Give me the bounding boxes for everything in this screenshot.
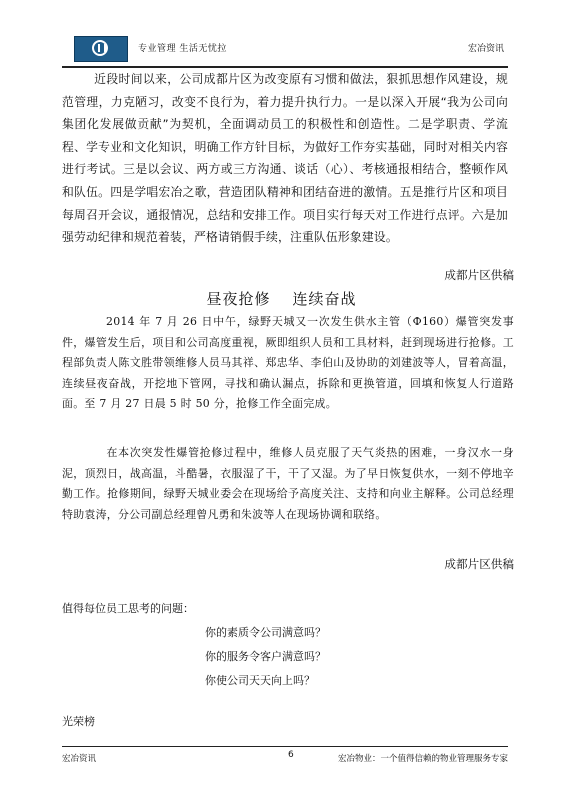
questions-intro: 值得每位员工思考的问题： xyxy=(62,602,194,615)
logo-emblem-icon xyxy=(92,40,108,56)
article2-paragraph2 xyxy=(62,443,514,525)
footer-left-text: 宏冶资讯 xyxy=(62,754,97,764)
page-footer xyxy=(62,746,508,764)
article1-source: 成都片区供稿 xyxy=(444,268,514,282)
company-logo xyxy=(74,36,128,62)
question-3: 你使公司天天向上吗？ xyxy=(205,674,315,687)
article2-text2: 在本次突发性爆管抢修过程中，维修人员克服了天气炎热的困难，一身汉水一身泥，顶烈日，战高温，斗酷暑，衣服湿了干，干了又湿。为了早日恢复供水，一刻不停地辛勤工作。抢修期间，绿野天城业委会在现场给予高度关注、支持和向业主解释。公司总经理特助袁涛，分公司副总经理曾凡勇和朱波等人在现场协调和联络。 xyxy=(62,446,514,521)
article1-text: 近段时间以来，公司成都片区为改变原有习惯和做法，狠抓思想作风建设，规范管理，力克陋习，改变不良行为，着力提升执行力。一是以深入开展“我为公司向集团化发展做贡献”为契机，全面调动员工的积极性和创造性。二是学职责、学流程、学专业和文化知识，明确工作方针目标，为做好工作夯实基础，同时对相关内容进行考试。三是以会议、两方或三方沟通、谈话（心）、考核通报相结合，整顿作风和队伍。四是学唱宏冶之歌，营造团队精神和团结奋进的激情。五是推行片区和项目每周召开会议，通报情况，总结和安排工作。项目实行每天对工作进行点评。六是加强劳动纪律和规范着装，严格请销假手续，注重队伍形象建设。 xyxy=(62,72,508,245)
footer-right-text: 宏冶物业：一个值得信赖的物业管理服务专家 xyxy=(337,754,508,764)
header-tagline: 专业管理 生活无忧拉 xyxy=(138,44,227,54)
article2-text1: 2014 年 7 月 26 日中午，绿野天城又一次发生供水主管（Ф160）爆管突发事件，爆管发生后，项目和公司高度重视，厥即组织人员和工具材料，赶到现场进行抢修。工程部负责人陈文胜带领维修人员马其祥、郑忠华、李伯山及协助的刘建波等人，冒着高温，连续昼夜奋战，开挖地下管网，寻找和确认漏点，拆除和更换管道，回填和恢复人行道路面。至 7 月 27 日晨 5 时 50 分，抢修工作全面完成。 xyxy=(62,315,514,410)
article2-paragraph1 xyxy=(62,312,514,415)
article2-title-part2: 连续奋战 xyxy=(292,290,357,308)
article1-paragraph xyxy=(62,68,508,249)
article2-title-part1: 昼夜抢修 xyxy=(206,290,271,308)
question-1: 你的素质令公司满意吗？ xyxy=(205,626,326,639)
page-number: 6 xyxy=(288,750,294,760)
honor-roll-heading: 光荣榜 xyxy=(62,715,95,728)
page-header xyxy=(62,32,508,68)
question-2: 你的服务令客户满意吗？ xyxy=(205,650,326,663)
article2-source: 成都片区供稿 xyxy=(444,557,514,571)
header-brand: 宏冶资讯 xyxy=(467,44,504,54)
article2-title xyxy=(0,288,563,309)
